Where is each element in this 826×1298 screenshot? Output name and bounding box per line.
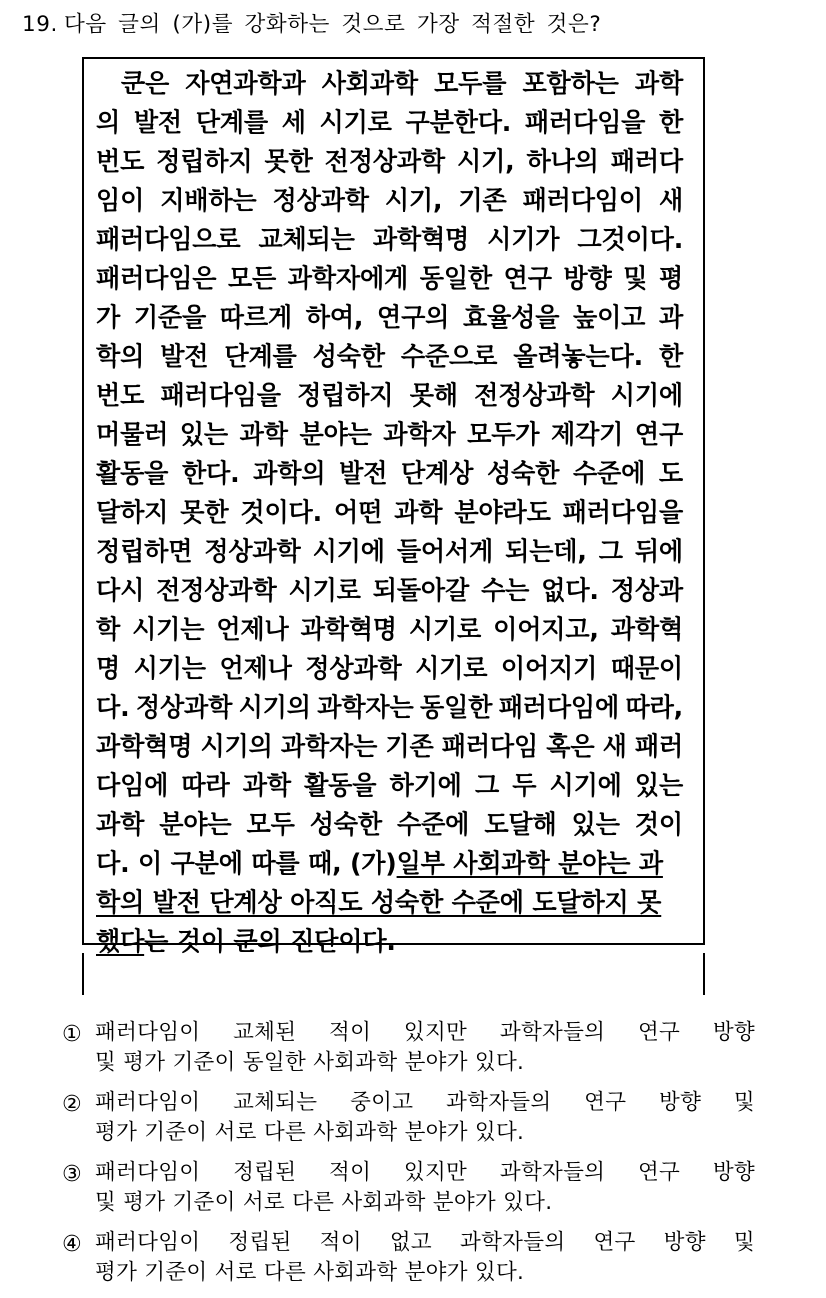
text-run: 번도 [96, 381, 145, 411]
text-run: 쿤은 [96, 69, 170, 99]
text-run: 발전 [339, 459, 388, 489]
text-run: 과학자들의 [460, 1230, 566, 1255]
text-run: 성숙한 [312, 342, 385, 372]
text-run: 과학혁 [610, 615, 684, 645]
text-run: 및 [733, 1230, 755, 1255]
final-line-underlined: 했다 [96, 927, 145, 957]
passage-line [96, 416, 683, 455]
text-run: 및 [733, 1090, 755, 1115]
choice-line [95, 1158, 755, 1188]
text-run: 교체된 [233, 1020, 297, 1045]
passage-line [96, 611, 683, 650]
text-run: 학의 [96, 342, 145, 372]
text-run: 때문이 [610, 654, 683, 684]
text-run: 모든 [227, 264, 277, 294]
text-run: 과학혁명 [372, 225, 470, 255]
text-run: 의 [96, 108, 121, 138]
passage-box [82, 57, 705, 995]
text-run: 패러다임이 [95, 1020, 201, 1045]
question-number: 19. [22, 12, 58, 37]
passage-final-line [96, 923, 683, 962]
text-run: 수준에 [397, 810, 470, 840]
box-border-left [82, 57, 84, 945]
choice-line: 평가 기준이 서로 다른 사회과학 분야가 있다. [95, 1120, 525, 1145]
text-run: 과학 [239, 420, 288, 450]
text-run: 높이고 [573, 303, 646, 333]
text-run: 정상과학 [305, 654, 402, 684]
text-run: 가 [96, 303, 121, 333]
text-run: 적이 [329, 1160, 372, 1185]
choice-line: 평가 기준이 서로 다른 사회과학 분야가 있다. [95, 1260, 525, 1285]
text-run: 하여, [305, 303, 364, 333]
text-run: 시기의 [200, 732, 273, 762]
text-run: 과학 [394, 498, 443, 528]
text-run: 정상과 [610, 576, 684, 606]
passage-line-marked [96, 845, 683, 884]
text-run: 연구의 [377, 303, 450, 333]
text-run: 기준을 [133, 303, 207, 333]
text-run: 시기는 [133, 654, 206, 684]
passage-text [96, 65, 692, 962]
box-border-right [703, 57, 705, 945]
text-run: 그 [474, 771, 500, 801]
text-run: 모두가 [467, 420, 540, 450]
passage-line [96, 221, 683, 260]
choice-line: 및 평가 기준이 동일한 사회과학 분야가 있다. [95, 1050, 525, 1075]
text-run: 있는 [634, 771, 684, 801]
text-run: 패러다임이 [522, 186, 643, 216]
text-run: 과학자들의 [499, 1020, 606, 1045]
choice-text [95, 1088, 755, 1148]
text-run: 있는 [179, 420, 229, 450]
text-run: 모두를 [434, 69, 507, 99]
text-run: 방향 [712, 1020, 755, 1045]
passage-line [96, 65, 683, 104]
text-run: 정립하지 [297, 381, 394, 411]
text-run: 과학 [96, 810, 145, 840]
text-run: 포함하는 [522, 69, 619, 99]
text-run: 모두 [246, 810, 295, 840]
text-run: 다. [96, 693, 130, 723]
marked-line-prefix: 다. 이 구분에 따를 때, (가) [96, 849, 397, 879]
text-run: 되는데, [505, 537, 587, 567]
text-run: 다임에 [96, 771, 169, 801]
text-run: 과학자는 [317, 693, 414, 723]
passage-line [96, 767, 683, 806]
text-run: 그것이다. [577, 225, 684, 255]
text-run: 이어지고, [493, 615, 599, 645]
answer-choice[interactable] [62, 1228, 782, 1298]
text-run: 과학자들의 [446, 1090, 552, 1115]
text-run: 과학자에게 [287, 264, 409, 294]
text-run: 시기가 [487, 225, 560, 255]
choice-line: 및 평가 기준이 서로 다른 사회과학 분야가 있다. [95, 1190, 553, 1215]
marked-line-underlined: 일부 사회과학 분야는 과 [396, 849, 663, 879]
text-run: 단계를 [224, 342, 297, 372]
text-run: 있는 [571, 810, 620, 840]
text-run: 과학 [242, 771, 291, 801]
text-run: 연구 [634, 420, 684, 450]
choice-marker: ① [62, 1022, 82, 1047]
text-run: 하기에 [389, 771, 462, 801]
text-run: 제각기 [551, 420, 624, 450]
text-run: 패러다 [610, 147, 684, 177]
text-run: 전정상과학 [156, 576, 277, 606]
text-run: 수는 [481, 576, 530, 606]
question-header [22, 10, 802, 40]
choice-marker: ④ [62, 1232, 82, 1257]
text-run: 패러다임을 [524, 108, 646, 138]
text-run: 연구 [584, 1090, 627, 1115]
text-run: 머물러 [96, 420, 169, 450]
text-run: 활동을 [96, 459, 169, 489]
text-run: 패러다임을 [562, 498, 684, 528]
text-run: 못한 [264, 147, 313, 177]
text-run: 도 [658, 459, 683, 489]
text-run: 수준에 [572, 459, 646, 489]
text-run: 있지만 [403, 1160, 468, 1185]
text-run: 발전 [160, 342, 209, 372]
text-run: 뒤에 [634, 537, 683, 567]
text-run: 단계상 [401, 459, 474, 489]
text-run: 새 [602, 732, 627, 762]
text-run: 전정상과학 [324, 147, 445, 177]
text-run: 발전 [133, 108, 182, 138]
text-run: 정상과학 [272, 186, 369, 216]
underlined-continuation-text: 학의 발전 단계상 아직도 성숙한 수준에 도달하지 못 [96, 888, 662, 918]
text-run: 혹은 [546, 732, 595, 762]
text-run: 있지만 [403, 1020, 468, 1045]
text-run: 분야라도 [454, 498, 551, 528]
choice-line [95, 1228, 755, 1258]
passage-line [96, 572, 683, 611]
text-run: 도달해 [484, 810, 557, 840]
text-run: 정립하지 [156, 147, 253, 177]
text-run: 자연과학과 [185, 69, 306, 99]
text-run: 시기로 [408, 615, 482, 645]
text-run: 다시 [96, 576, 145, 606]
text-run: 과학혁명 [300, 615, 397, 645]
text-run: 동일한 [420, 693, 493, 723]
text-run: 연구 [503, 264, 552, 294]
choice-text [95, 1228, 755, 1288]
text-run: 한 [658, 342, 684, 372]
text-run: 것이다. [240, 498, 322, 528]
box-border-right-tail [703, 953, 705, 995]
text-run: 지배하는 [160, 186, 257, 216]
text-run: 어떤 [334, 498, 383, 528]
text-run: 방향 [712, 1160, 755, 1185]
passage-line [96, 182, 683, 221]
passage-line-underlined-continuation [96, 884, 683, 923]
text-run: 수준으로 [400, 342, 498, 372]
text-run: 전정상과학 [474, 381, 595, 411]
box-border-top [82, 57, 705, 59]
answer-choice-list [62, 1018, 782, 1298]
choice-marker: ③ [62, 1162, 82, 1187]
text-run: 연구 [593, 1230, 636, 1255]
passage-line [96, 104, 683, 143]
choice-line [95, 1018, 755, 1048]
text-run: 없다. [541, 576, 599, 606]
passage-line [96, 533, 683, 572]
passage-line [96, 377, 683, 416]
text-run: 패러다임으로 [96, 225, 241, 255]
question-prompt: 다음 글의 (가)를 강화하는 것으로 가장 적절한 것은? [64, 12, 602, 37]
text-run: 시기에 [610, 381, 684, 411]
choice-text [95, 1018, 755, 1078]
text-run: 구분한다. [405, 108, 512, 138]
text-run: 정상과학 [135, 693, 233, 723]
text-run: 시기의 [238, 693, 311, 723]
text-run: 과학자 [383, 420, 456, 450]
text-run: 달하지 [96, 498, 169, 528]
text-run: 연구 [637, 1160, 681, 1185]
text-run: 과학혁명 [96, 732, 193, 762]
passage-line [96, 299, 683, 338]
text-run: 임이 [96, 186, 145, 216]
text-run: 정립하면 [96, 537, 193, 567]
answer-choice[interactable] [62, 1158, 782, 1228]
text-run: 패러다임에 [498, 693, 620, 723]
passage-line [96, 260, 683, 299]
text-run: 세 [281, 108, 306, 138]
text-run: 명 [96, 654, 121, 684]
text-run: 언제나 [219, 654, 292, 684]
text-run: 패러다임 [441, 732, 539, 762]
text-run: 분야는 [299, 420, 372, 450]
text-run: 연구 [637, 1020, 681, 1045]
text-run: 정상과학 [204, 537, 301, 567]
text-run: 한다. [181, 459, 240, 489]
text-run: 따라 [181, 771, 230, 801]
text-run: 시기는 [132, 615, 205, 645]
passage-line [96, 143, 683, 182]
text-run: 과학자들의 [499, 1160, 606, 1185]
text-run: 언제나 [216, 615, 289, 645]
text-run: 방향 [563, 264, 612, 294]
text-run: 적이 [319, 1230, 362, 1255]
text-run: 사회과학 [321, 69, 418, 99]
text-run: 평 [658, 264, 684, 294]
text-run: 패러다임이 [95, 1230, 201, 1255]
text-run: 과학 [634, 69, 684, 99]
passage-line [96, 338, 683, 377]
text-run: 분야는 [159, 810, 232, 840]
text-run: 동일한 [419, 264, 492, 294]
text-run: 못해 [409, 381, 458, 411]
text-run: 성숙한 [486, 459, 560, 489]
text-run: 단계를 [195, 108, 268, 138]
text-run: 것이 [634, 810, 683, 840]
text-run: 시기로 [319, 108, 392, 138]
text-run: 패러다임을 [160, 381, 281, 411]
text-run: 방향 [663, 1230, 706, 1255]
text-run: 패러 [634, 732, 684, 762]
text-run: 올려놓는다. [513, 342, 643, 372]
choice-marker: ② [62, 1092, 82, 1117]
answer-choice[interactable] [62, 1018, 782, 1088]
text-run: 기존 [385, 732, 434, 762]
text-run: 패러다임이 [95, 1160, 201, 1185]
text-run: 효율성을 [462, 303, 560, 333]
text-run: 성숙한 [309, 810, 382, 840]
passage-line [96, 494, 683, 533]
text-run: 학 [96, 615, 121, 645]
text-run: 기존 [458, 186, 507, 216]
box-border-left-tail [82, 953, 84, 995]
text-run: 시기로 [415, 654, 488, 684]
text-run: 시기에 [312, 537, 385, 567]
text-run: 하나의 [526, 147, 599, 177]
text-run: 적이 [329, 1020, 372, 1045]
text-run: 과학자는 [280, 732, 378, 762]
text-run: 이어지기 [500, 654, 598, 684]
answer-choice[interactable] [62, 1088, 782, 1158]
text-run: 한 [658, 108, 684, 138]
text-run: 시기, [384, 186, 443, 216]
passage-line [96, 455, 683, 494]
text-run: 새 [658, 186, 684, 216]
text-run: 못한 [180, 498, 229, 528]
text-run: 따라, [625, 693, 683, 723]
choice-text [95, 1158, 755, 1218]
text-run: 및 [623, 264, 648, 294]
choice-line [95, 1088, 755, 1118]
text-run: 두 [512, 771, 537, 801]
text-run: 패러다임은 [96, 264, 217, 294]
text-run: 활동을 [304, 771, 377, 801]
text-run: 없고 [389, 1230, 432, 1255]
text-run: 패러다임이 [95, 1090, 201, 1115]
text-run: 시기에 [549, 771, 622, 801]
text-run: 과학의 [253, 459, 326, 489]
text-run: 정립된 [228, 1230, 292, 1255]
passage-line [96, 650, 683, 689]
text-run: 되돌아갈 [372, 576, 470, 606]
text-run: 교체되는 [233, 1090, 318, 1115]
text-run: 정립된 [233, 1160, 297, 1185]
text-run: 번도 [96, 147, 145, 177]
passage-line [96, 728, 683, 767]
text-run: 방향 [659, 1090, 702, 1115]
final-line-rest: 는 것이 쿤의 진단이다. [144, 927, 396, 957]
text-run: 교체되는 [258, 225, 355, 255]
text-run: 들어서게 [396, 537, 494, 567]
text-run: 시기로 [288, 576, 361, 606]
text-run: 과 [658, 303, 684, 333]
passage-line [96, 689, 683, 728]
text-run: 시기, [457, 147, 515, 177]
text-run: 따르게 [219, 303, 293, 333]
passage-line [96, 806, 683, 845]
text-run: 그 [598, 537, 623, 567]
text-run: 중이고 [350, 1090, 414, 1115]
